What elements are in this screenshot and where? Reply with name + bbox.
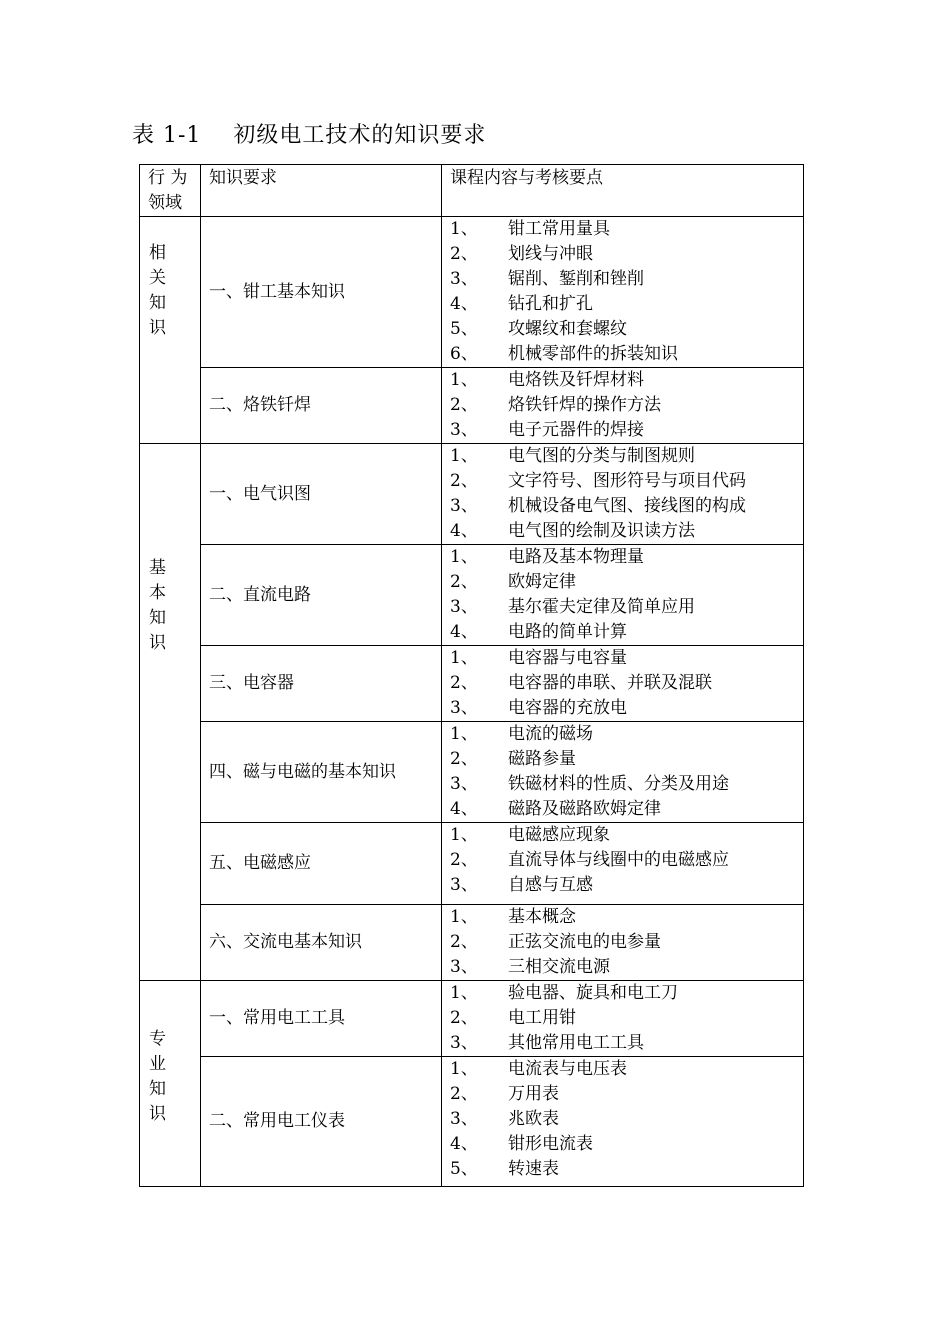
item-text: 磁路参量 bbox=[508, 749, 576, 769]
item-number: 2、 bbox=[450, 749, 478, 769]
content-item bbox=[450, 217, 803, 242]
item-number: 3、 bbox=[450, 875, 478, 895]
content-item bbox=[450, 1082, 803, 1107]
table-row bbox=[140, 823, 804, 905]
item-text: 电工用钳 bbox=[508, 1008, 576, 1028]
content-item bbox=[450, 393, 803, 418]
item-text: 其他常用电工工具 bbox=[508, 1033, 644, 1053]
item-text: 机械设备电气图、接线图的构成 bbox=[508, 496, 746, 516]
content-cell bbox=[442, 368, 804, 444]
item-text: 基本概念 bbox=[508, 907, 576, 927]
item-number: 1、 bbox=[450, 547, 478, 567]
content-item bbox=[450, 873, 803, 898]
content-item bbox=[450, 418, 803, 443]
content-item bbox=[450, 292, 803, 317]
domain-char: 知 bbox=[149, 1079, 166, 1099]
domain-char: 知 bbox=[149, 608, 166, 628]
item-number: 5、 bbox=[450, 1159, 478, 1179]
content-item bbox=[450, 368, 803, 393]
item-number: 3、 bbox=[450, 774, 478, 794]
header-domain-text: 行 为 领域 bbox=[148, 168, 188, 213]
domain-char: 本 bbox=[149, 583, 166, 603]
content-item bbox=[450, 1031, 803, 1056]
requirement-cell: 一、电气识图 bbox=[201, 444, 442, 545]
item-text: 电容器与电容量 bbox=[508, 648, 627, 668]
item-text: 三相交流电源 bbox=[508, 957, 610, 977]
content-cell bbox=[442, 981, 804, 1057]
item-number: 2、 bbox=[450, 244, 478, 264]
item-text: 文字符号、图形符号与项目代码 bbox=[508, 471, 746, 491]
item-text: 电流的磁场 bbox=[508, 724, 593, 744]
knowledge-requirements-table bbox=[139, 164, 804, 1187]
item-number: 1、 bbox=[450, 724, 478, 744]
item-number: 1、 bbox=[450, 446, 478, 466]
requirement-cell: 一、钳工基本知识 bbox=[201, 217, 442, 368]
requirement-cell: 一、常用电工工具 bbox=[201, 981, 442, 1057]
item-number: 2、 bbox=[450, 1084, 478, 1104]
item-number: 1、 bbox=[450, 370, 478, 390]
content-item bbox=[450, 848, 803, 873]
domain-char: 识 bbox=[149, 633, 166, 653]
content-item bbox=[450, 317, 803, 342]
item-text: 烙铁钎焊的操作方法 bbox=[508, 395, 661, 415]
content-item bbox=[450, 797, 803, 822]
item-text: 机械零部件的拆装知识 bbox=[508, 344, 678, 364]
requirement-cell: 二、直流电路 bbox=[201, 545, 442, 646]
item-number: 2、 bbox=[450, 572, 478, 592]
item-text: 钻孔和扩孔 bbox=[508, 294, 593, 314]
content-item bbox=[450, 1132, 803, 1157]
content-item bbox=[450, 570, 803, 595]
content-item bbox=[450, 722, 803, 747]
item-text: 电气图的分类与制图规则 bbox=[508, 446, 695, 466]
content-item bbox=[450, 494, 803, 519]
content-item bbox=[450, 469, 803, 494]
item-number: 2、 bbox=[450, 471, 478, 491]
item-text: 攻螺纹和套螺纹 bbox=[508, 319, 627, 339]
item-text: 铁磁材料的性质、分类及用途 bbox=[508, 774, 729, 794]
item-number: 4、 bbox=[450, 799, 478, 819]
item-number: 2、 bbox=[450, 932, 478, 952]
content-item bbox=[450, 1107, 803, 1132]
item-text: 兆欧表 bbox=[508, 1109, 559, 1129]
item-number: 3、 bbox=[450, 1109, 478, 1129]
table-title: 表 1-1 初级电工技术的知识要求 bbox=[132, 123, 487, 148]
item-text: 电子元器件的焊接 bbox=[508, 420, 644, 440]
domain-cell bbox=[140, 981, 201, 1187]
content-item bbox=[450, 1057, 803, 1082]
item-number: 3、 bbox=[450, 420, 478, 440]
content-item bbox=[450, 955, 803, 980]
content-item bbox=[450, 905, 803, 930]
domain-char: 识 bbox=[149, 318, 166, 338]
content-item bbox=[450, 444, 803, 469]
table-row bbox=[140, 368, 804, 444]
content-cell bbox=[442, 1057, 804, 1187]
item-number: 1、 bbox=[450, 825, 478, 845]
domain-char: 基 bbox=[149, 558, 166, 578]
table-row bbox=[140, 646, 804, 722]
item-text: 磁路及磁路欧姆定律 bbox=[508, 799, 661, 819]
table-row bbox=[140, 1057, 804, 1187]
content-item bbox=[450, 267, 803, 292]
table-row bbox=[140, 981, 804, 1057]
item-text: 电路的简单计算 bbox=[508, 622, 627, 642]
item-number: 4、 bbox=[450, 1134, 478, 1154]
domain-char: 专 bbox=[149, 1029, 166, 1049]
content-item bbox=[450, 242, 803, 267]
table-row bbox=[140, 444, 804, 545]
domain-cell bbox=[140, 217, 201, 444]
table-row bbox=[140, 217, 804, 368]
domain-cell bbox=[140, 444, 201, 981]
item-number: 2、 bbox=[450, 850, 478, 870]
item-number: 2、 bbox=[450, 395, 478, 415]
content-item bbox=[450, 1157, 803, 1182]
item-number: 3、 bbox=[450, 698, 478, 718]
table-row bbox=[140, 722, 804, 823]
content-cell bbox=[442, 823, 804, 905]
item-number: 4、 bbox=[450, 294, 478, 314]
item-number: 1、 bbox=[450, 1059, 478, 1079]
item-number: 1、 bbox=[450, 648, 478, 668]
item-number: 6、 bbox=[450, 344, 478, 364]
item-number: 3、 bbox=[450, 957, 478, 977]
content-item bbox=[450, 981, 803, 1006]
content-cell bbox=[442, 646, 804, 722]
requirement-cell: 二、常用电工仪表 bbox=[201, 1057, 442, 1187]
item-number: 3、 bbox=[450, 1033, 478, 1053]
content-item bbox=[450, 519, 803, 544]
item-text: 正弦交流电的电参量 bbox=[508, 932, 661, 952]
domain-char: 关 bbox=[149, 268, 166, 288]
domain-char: 识 bbox=[149, 1104, 166, 1124]
item-text: 直流导体与线圈中的电磁感应 bbox=[508, 850, 729, 870]
content-item bbox=[450, 747, 803, 772]
requirement-cell: 四、磁与电磁的基本知识 bbox=[201, 722, 442, 823]
item-text: 电气图的绘制及识读方法 bbox=[508, 521, 695, 541]
content-cell bbox=[442, 217, 804, 368]
content-item bbox=[450, 671, 803, 696]
item-number: 3、 bbox=[450, 269, 478, 289]
table-row bbox=[140, 545, 804, 646]
content-item bbox=[450, 545, 803, 570]
domain-char: 业 bbox=[149, 1054, 166, 1074]
item-number: 4、 bbox=[450, 622, 478, 642]
content-item bbox=[450, 620, 803, 645]
item-text: 电容器的串联、并联及混联 bbox=[508, 673, 712, 693]
content-item bbox=[450, 696, 803, 721]
item-number: 4、 bbox=[450, 521, 478, 541]
item-number: 2、 bbox=[450, 673, 478, 693]
item-number: 1、 bbox=[450, 907, 478, 927]
content-item bbox=[450, 772, 803, 797]
domain-char: 知 bbox=[149, 293, 166, 313]
item-text: 欧姆定律 bbox=[508, 572, 576, 592]
content-cell bbox=[442, 722, 804, 823]
content-cell bbox=[442, 444, 804, 545]
content-item bbox=[450, 595, 803, 620]
content-cell bbox=[442, 905, 804, 981]
item-number: 2、 bbox=[450, 1008, 478, 1028]
table-body bbox=[140, 217, 804, 1187]
item-text: 验电器、旋具和电工刀 bbox=[508, 983, 678, 1003]
header-content: 课程内容与考核要点 bbox=[442, 165, 804, 217]
item-text: 万用表 bbox=[508, 1084, 559, 1104]
item-text: 钳形电流表 bbox=[508, 1134, 593, 1154]
requirement-cell: 二、烙铁钎焊 bbox=[201, 368, 442, 444]
content-item bbox=[450, 342, 803, 367]
item-text: 电流表与电压表 bbox=[508, 1059, 627, 1079]
domain-char: 相 bbox=[149, 243, 166, 263]
item-text: 自感与互感 bbox=[508, 875, 593, 895]
item-number: 3、 bbox=[450, 597, 478, 617]
requirement-cell: 五、电磁感应 bbox=[201, 823, 442, 905]
requirement-cell: 六、交流电基本知识 bbox=[201, 905, 442, 981]
item-text: 电容器的充放电 bbox=[508, 698, 627, 718]
item-text: 电烙铁及钎焊材料 bbox=[508, 370, 644, 390]
requirement-cell: 三、电容器 bbox=[201, 646, 442, 722]
item-text: 划线与冲眼 bbox=[508, 244, 593, 264]
content-item bbox=[450, 823, 803, 848]
item-number: 5、 bbox=[450, 319, 478, 339]
item-text: 电磁感应现象 bbox=[508, 825, 610, 845]
content-item bbox=[450, 1006, 803, 1031]
item-text: 电路及基本物理量 bbox=[508, 547, 644, 567]
content-item bbox=[450, 930, 803, 955]
table-row bbox=[140, 905, 804, 981]
item-text: 基尔霍夫定律及简单应用 bbox=[508, 597, 695, 617]
item-text: 钳工常用量具 bbox=[508, 219, 610, 239]
header-domain bbox=[140, 165, 201, 217]
item-number: 1、 bbox=[450, 983, 478, 1003]
item-number: 1、 bbox=[450, 219, 478, 239]
content-item bbox=[450, 646, 803, 671]
item-text: 转速表 bbox=[508, 1159, 559, 1179]
header-requirement: 知识要求 bbox=[201, 165, 442, 217]
item-number: 3、 bbox=[450, 496, 478, 516]
content-cell bbox=[442, 545, 804, 646]
item-text: 锯削、錾削和锉削 bbox=[508, 269, 644, 289]
